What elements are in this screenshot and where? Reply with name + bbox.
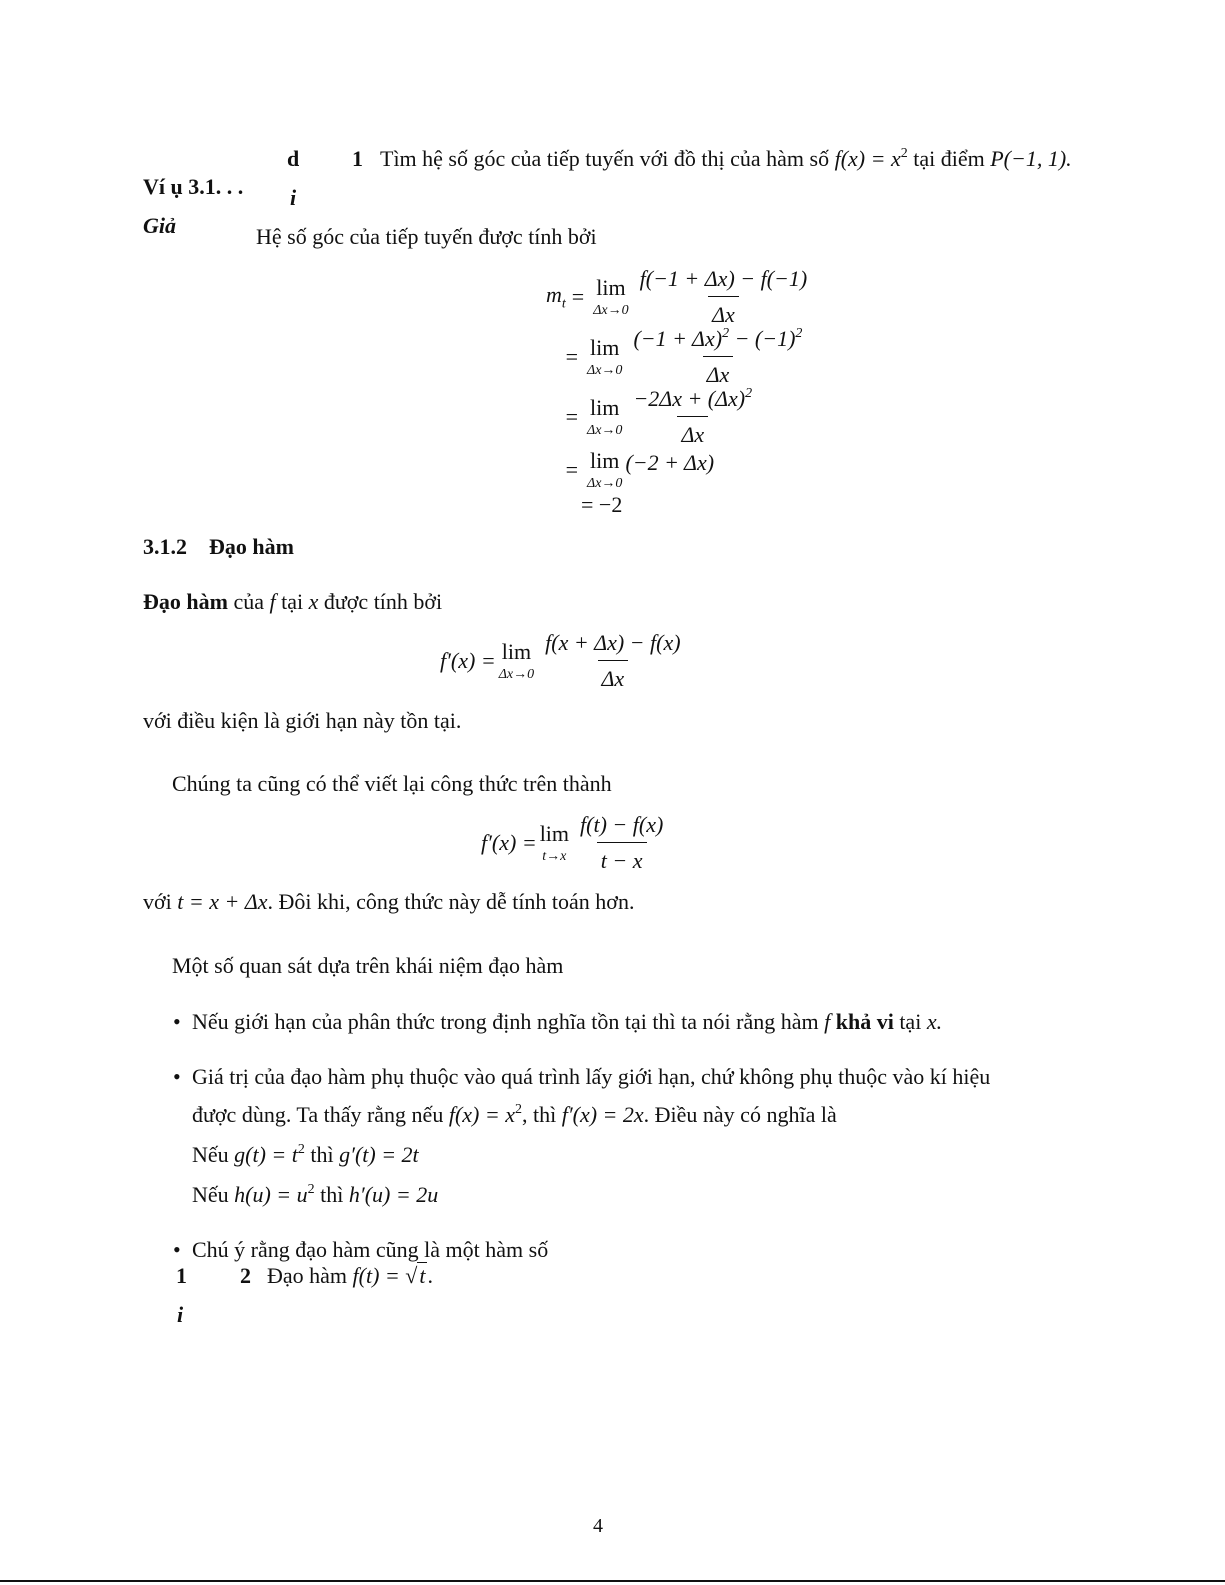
rewrite-intro: Chúng ta cũng có thể viết lại công thức trên thành <box>172 771 612 796</box>
bullet-2: • <box>173 1064 181 1089</box>
fraction: $\frac{(-1 + \Delta x)^2 - (-1)^2}{\Delta x}$ <box>633 326 803 387</box>
example-label: Ví ụ 3.1. . . <box>143 174 244 199</box>
example-fragment-i: i <box>290 185 297 210</box>
fraction: $\frac{-2\Delta x + (\Delta x)^2}{\Delta x}$ <box>633 386 753 447</box>
observation-item-3: Chú ý rằng đạo hàm cũng là một hàm số <box>192 1237 549 1262</box>
bullet-3: • <box>173 1237 181 1262</box>
limit-operator: lim Δx→0 <box>587 335 623 378</box>
derivation-line-4: = lim Δx→0 (−2 + Δx) <box>565 448 715 491</box>
limit-operator: lim Δx→0 <box>593 275 629 318</box>
bottom-rule <box>0 1580 1225 1582</box>
observation-item-2-line-4: Nếu $h(u) = u^2$ thì h′(u) = 2u <box>192 1182 439 1207</box>
example-number: 1 <box>352 146 363 171</box>
derivation-line-2: = lim Δx→0 $\frac{(-1 + \Delta x)^2 - (-1)^2}{\Delta x}$ <box>538 326 810 388</box>
rewrite-formula: f′(x) = lim t→x $\frac{f(t) - f(x)}{t - x}$ <box>481 812 671 874</box>
solution-intro: Hệ số góc của tiếp tuyến được tính bởi <box>256 224 597 249</box>
example2-statement: Đạo hàm f(t) = √t. <box>267 1263 433 1288</box>
derivation-line-1: $m_t$ = lim Δx→0 $\frac{f(-1 + \Delta x) - f(-1)}{\Delta x}$ <box>546 266 815 328</box>
limit-operator: lim Δx→0 <box>587 395 623 438</box>
section-heading: 3.1.2 Đạo hàm <box>143 534 294 559</box>
derivation-line-5: = −2 <box>581 492 623 517</box>
observation-item-1: Nếu giới hạn của phân thức trong định nghĩa tồn tại thì ta nói rằng hàm f khả vi tại x. <box>192 1009 943 1034</box>
solution-label: Giả <box>143 213 176 238</box>
derivation-line-3: = lim Δx→0 $\frac{-2\Delta x + (\Delta x)^2}{\Delta x}$ <box>538 386 760 448</box>
page-number: 4 <box>593 1515 603 1537</box>
observation-item-2-line-3: Nếu $g(t) = t^2$ thì g′(t) = 2t <box>192 1142 419 1167</box>
limit-operator: lim Δx→0 <box>498 639 535 682</box>
definition-condition: với điều kiện là giới hạn này tồn tại. <box>143 708 462 733</box>
definition-formula: f′(x) = lim Δx→0 $\frac{f(x + \Delta x) - f(x)}{\Delta x}$ <box>440 630 689 692</box>
example2-number: 2 <box>240 1263 251 1288</box>
example2-fragment-i: i <box>177 1302 184 1327</box>
observation-item-2-line-2: được dùng. Ta thấy rằng nếu $f(x) = x^2$, thì f′(x) = 2x. Điều này có nghĩa là <box>192 1102 837 1127</box>
example2-fragment-1: 1 <box>176 1263 187 1288</box>
example-statement: Tìm hệ số góc của tiếp tuyến với đồ thị của hàm số $f(x) = x^2$ tại điểm P(−1, 1). <box>380 146 1072 171</box>
limit-operator: lim t→x <box>539 821 570 864</box>
fraction: $\frac{f(t) - f(x)}{t - x}$ <box>580 812 664 873</box>
observations-intro: Một số quan sát dựa trên khái niệm đạo hàm <box>172 953 564 978</box>
fraction: $\frac{f(x + \Delta x) - f(x)}{\Delta x}$ <box>545 630 681 691</box>
example-fragment-d: d <box>287 146 300 171</box>
limit-operator: lim Δx→0 <box>587 448 623 491</box>
bullet-1: • <box>173 1009 181 1034</box>
sqrt-argument: t <box>419 1263 426 1288</box>
derivation-lhs: $m_t$ <box>546 281 566 312</box>
definition-sentence: Đạo hàm của f tại x được tính bởi <box>143 589 443 614</box>
rewrite-note: với t = x + Δx. Đôi khi, công thức này dễ tính toán hơn. <box>143 889 635 914</box>
observation-item-2-line-1: Giá trị của đạo hàm phụ thuộc vào quá trình lấy giới hạn, chứ không phụ thuộc vào kí hiệu <box>192 1064 991 1089</box>
fraction: $\frac{f(-1 + \Delta x) - f(-1)}{\Delta x}$ <box>639 266 808 327</box>
